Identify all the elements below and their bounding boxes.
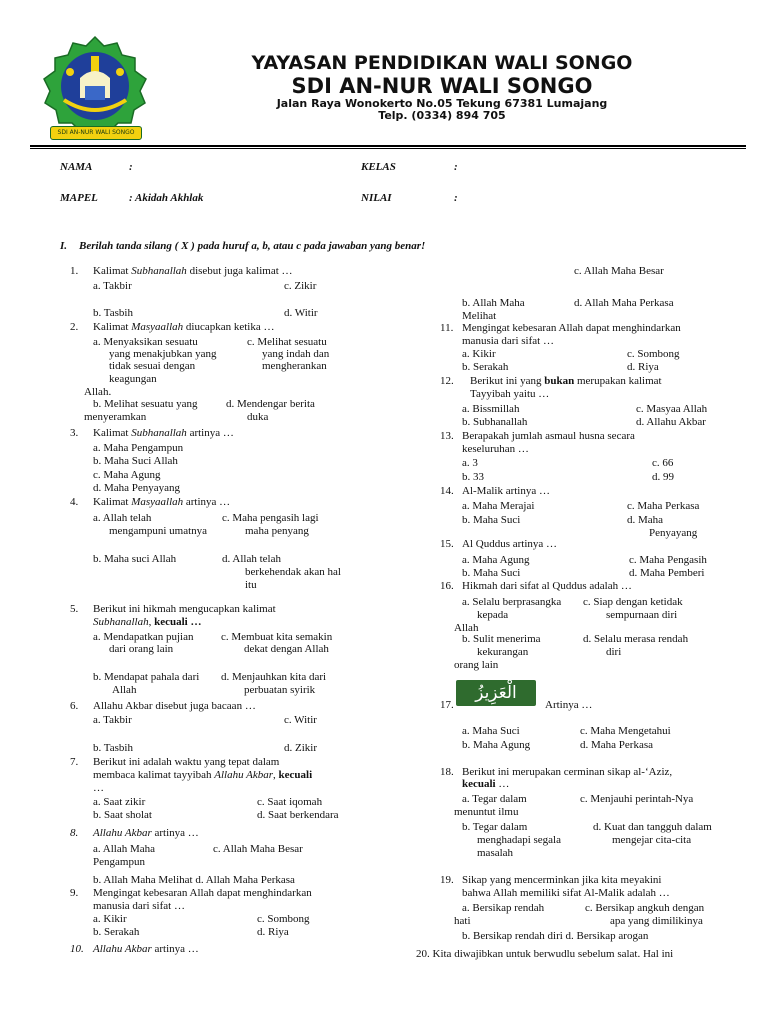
q19-option-c-line: apa yang dimilikinya (610, 915, 703, 927)
q2-option-c[interactable]: c. Melihat sesuatu (247, 336, 327, 348)
label-mapel: MAPEL (60, 192, 98, 204)
q16-number: 16. (440, 580, 454, 592)
q14-option-d-line: Penyayang (649, 527, 698, 539)
q4-option-d[interactable]: d. Allah telah (222, 553, 281, 565)
colon-kelas: : (454, 161, 458, 173)
q10-option-d[interactable]: d. Allah Maha Perkasa (574, 297, 674, 309)
q19-number: 19. (440, 874, 454, 886)
header-divider (30, 145, 746, 149)
q1-option-c[interactable]: c. Zikir (284, 280, 317, 292)
q11-text: Mengingat kebesaran Allah dapat menghindarkan (462, 322, 681, 334)
q18-text: Berikut ini merupakan cerminan sikap al-‘Aziz, (462, 766, 673, 778)
q5-number: 5. (70, 603, 79, 615)
q3-option-a[interactable]: a. Maha Pengampun (93, 442, 184, 454)
q2-option-d[interactable]: d. Mendengar berita (226, 398, 315, 410)
q2-number: 2. (70, 321, 79, 333)
q18-option-b[interactable]: b. Tegar dalam (462, 821, 528, 833)
q11-option-c[interactable]: c. Sombong (627, 348, 680, 360)
q19-option-c[interactable]: c. Bersikap angkuh dengan (585, 902, 705, 914)
label-nama: NAMA (60, 161, 93, 173)
q5-text-line2: Subhanallah, kecuali … (93, 616, 202, 628)
instruction-text: Berilah tanda silang ( X ) pada huruf a, b, atau c pada jawaban yang benar! (79, 240, 426, 252)
q19-option-a[interactable]: a. Bersikap rendah (462, 902, 545, 914)
q5-option-b[interactable]: b. Mendapat pahala dari (93, 671, 200, 683)
q19-option-b-d[interactable]: b. Bersikap rendah diri d. Bersikap arogan (462, 930, 649, 942)
q13-text-line2: keseluruhan … (462, 443, 529, 455)
q4-option-d-line: itu (245, 579, 257, 591)
q12-option-c[interactable]: c. Masyaa Allah (636, 403, 708, 415)
q6-option-d[interactable]: d. Zikir (284, 742, 317, 754)
q15-option-c[interactable]: c. Maha Pengasih (629, 554, 707, 566)
q7-text-line2: membaca kalimat tayyibah Allahu Akbar, kecuali (93, 769, 313, 781)
q3-option-b[interactable]: b. Maha Suci Allah (93, 455, 178, 467)
q2-option-c-line: yang indah dan (262, 348, 330, 360)
q9-text-line2: manusia dari sifat … (93, 900, 185, 912)
q17-option-c[interactable]: c. Maha Mengetahui (580, 725, 671, 737)
q11-number: 11. (440, 322, 454, 334)
q16-option-d[interactable]: d. Selalu merasa rendah (583, 633, 689, 645)
q5-option-b-line: Allah (112, 684, 137, 696)
q17-option-b[interactable]: b. Maha Agung (462, 739, 531, 751)
q17-arabic-image (456, 680, 536, 706)
q6-text: Allahu Akbar disebut juga bacaan … (93, 700, 256, 712)
q20-text: 20. Kita diwajibkan untuk berwudlu sebelum salat. Hal ini (416, 948, 674, 960)
q14-option-b[interactable]: b. Maha Suci (462, 514, 521, 526)
q5-option-d[interactable]: d. Menjauhkan kita dari (221, 671, 327, 683)
q2-option-c-line: mengherankan (262, 360, 327, 372)
q6-option-c[interactable]: c. Witir (284, 714, 317, 726)
q7-number: 7. (70, 756, 79, 768)
q6-number: 6. (70, 700, 79, 712)
q13-text: Berapakah jumlah asmaul husna secara (462, 430, 635, 442)
q13-option-d[interactable]: d. 99 (652, 471, 674, 483)
q8-option-a-line: Pengampun (93, 856, 145, 868)
q7-text-line3: … (93, 782, 104, 794)
q10-option-c[interactable]: c. Allah Maha Besar (574, 265, 664, 277)
colon-nilai: : (454, 192, 458, 204)
q2-option-a-line: keagungan (109, 373, 157, 385)
q3-number: 3. (70, 427, 79, 439)
q10-text: Allahu Akbar artinya … (93, 943, 199, 955)
q1-option-b[interactable]: b. Tasbih (93, 307, 133, 319)
school-phone: Telp. (0334) 894 705 (378, 109, 506, 122)
school-logo (40, 34, 150, 140)
q8-number: 8. (70, 827, 79, 839)
q16-option-c[interactable]: c. Siap dengan ketidak (583, 596, 683, 608)
q2-option-a-line: Allah. (84, 386, 112, 398)
q16-option-b-line: kekurangan (477, 646, 529, 658)
q9-text: Mengingat kebesaran Allah dapat menghindarkan (93, 887, 312, 899)
q15-option-a[interactable]: a. Maha Agung (462, 554, 530, 566)
q2-option-a-line: yang menakjubkan yang (109, 348, 217, 360)
q12-text: Berikut ini yang bukan merupakan kalimat (470, 375, 662, 387)
q4-option-c-line: maha penyang (245, 525, 309, 537)
q3-option-d[interactable]: d. Maha Penyayang (93, 482, 181, 494)
q13-option-c[interactable]: c. 66 (652, 457, 674, 469)
q17-text: Artinya … (545, 699, 593, 711)
q15-text: Al Quddus artinya … (462, 538, 558, 550)
q10-option-b[interactable]: b. Allah Maha (462, 297, 525, 309)
q17-arabic-word: الْعَزِيزُ (475, 683, 517, 703)
q14-option-a[interactable]: a. Maha Merajai (462, 500, 535, 512)
q15-option-b[interactable]: b. Maha Suci (462, 567, 521, 579)
q13-number: 13. (440, 430, 454, 442)
q18-option-b-line: menghadapi segala (477, 834, 561, 846)
q7-option-d[interactable]: d. Saat berkendara (257, 809, 339, 821)
q18-option-a[interactable]: a. Tegar dalam (462, 793, 527, 805)
label-kelas: KELAS (361, 161, 396, 173)
q19-text-line2: bahwa Allah memiliki sifat Al-Malik adalah … (462, 887, 670, 899)
q17-option-d[interactable]: d. Maha Perkasa (580, 739, 654, 751)
q18-option-d[interactable]: d. Kuat dan tangguh dalam (593, 821, 712, 833)
q14-text: Al-Malik artinya … (462, 485, 550, 497)
q5-option-c-line: dekat dengan Allah (244, 643, 329, 655)
q19-text: Sikap yang mencerminkan jika kita meyakini (462, 874, 662, 886)
q9-option-b[interactable]: b. Serakah (93, 926, 140, 938)
q6-option-a[interactable]: a. Takbir (93, 714, 132, 726)
q4-text: Kalimat Masyaallah artinya … (93, 496, 231, 508)
q13-option-b[interactable]: b. 33 (462, 471, 484, 483)
q11-option-b[interactable]: b. Serakah (462, 361, 509, 373)
q18-option-d-line: mengejar cita-cita (612, 834, 692, 846)
q2-option-a-line: tidak sesuai dengan (109, 360, 196, 372)
q5-option-c[interactable]: c. Membuat kita semakin (221, 631, 333, 643)
q14-number: 14. (440, 485, 454, 497)
q16-option-b-line: orang lain (454, 659, 499, 671)
q9-option-c[interactable]: c. Sombong (257, 913, 310, 925)
q3-text: Kalimat Subhanallah artinya … (93, 427, 234, 439)
q11-text-line2: manusia dari sifat … (462, 335, 554, 347)
q5-text: Berikut ini hikmah mengucapkan kalimat (93, 603, 276, 615)
q9-number: 9. (70, 887, 79, 899)
q16-option-d-line: diri (606, 646, 622, 658)
q7-text: Berikut ini adalah waktu yang tepat dalam (93, 756, 280, 768)
q8-text: Allahu Akbar artinya … (93, 827, 199, 839)
q12-option-d[interactable]: d. Allahu Akbar (636, 416, 706, 428)
q10-option-b-line: Melihat (462, 310, 497, 322)
q18-option-b-line: masalah (477, 847, 514, 859)
q11-option-a[interactable]: a. Kikir (462, 348, 496, 360)
q17-number: 17. (440, 699, 454, 711)
q13-option-a[interactable]: a. 3 (462, 457, 478, 469)
q1-option-a[interactable]: a. Takbir (93, 280, 132, 292)
q14-option-d[interactable]: d. Maha (627, 514, 664, 526)
q4-option-a[interactable]: a. Allah telah (93, 512, 152, 524)
q18-text-line2: kecuali … (462, 778, 510, 790)
q12-text-line2: Tayyibah yaitu … (470, 388, 550, 400)
q12-number: 12. (440, 375, 454, 387)
q18-number: 18. (440, 766, 454, 778)
q12-option-b[interactable]: b. Subhanallah (462, 416, 528, 428)
q18-option-c[interactable]: c. Menjauhi perintah-Nya (580, 793, 694, 805)
q9-option-d[interactable]: d. Riya (257, 926, 289, 938)
q2-option-b[interactable]: b. Melihat sesuatu yang (93, 398, 198, 410)
school-title: SDI AN-NUR WALI SONGO (291, 74, 593, 98)
q2-option-b-line: menyeramkan (84, 411, 147, 423)
q19-option-a-line: hati (454, 915, 471, 927)
q8-option-b-d[interactable]: b. Allah Maha Melihat d. Allah Maha Perkasa (93, 874, 295, 886)
q8-option-c[interactable]: c. Allah Maha Besar (213, 843, 303, 855)
q7-option-b[interactable]: b. Saat sholat (93, 809, 152, 821)
q18-option-a-line: menuntut ilmu (454, 806, 519, 818)
q4-option-d-line: berkehendak akan hal (245, 566, 341, 578)
q1-text: Kalimat Subhanallah disebut juga kalimat … (93, 265, 293, 277)
q16-option-a-line: Allah (454, 622, 479, 634)
q9-option-a[interactable]: a. Kikir (93, 913, 127, 925)
q2-option-d-line: duka (247, 411, 269, 423)
q1-option-d[interactable]: d. Witir (284, 307, 318, 319)
q11-option-d[interactable]: d. Riya (627, 361, 659, 373)
label-nilai: NILAI (361, 192, 392, 204)
logo-caption: SDI AN-NUR WALI SONGO (50, 126, 142, 140)
q12-option-a[interactable]: a. Bissmillah (462, 403, 520, 415)
q16-option-c-line: sempurnaan diri (606, 609, 678, 621)
q10-number: 10. (70, 943, 84, 955)
q8-option-a[interactable]: a. Allah Maha (93, 843, 156, 855)
q5-option-d-line: perbuatan syirik (244, 684, 316, 696)
q3-option-c[interactable]: c. Maha Agung (93, 469, 161, 481)
q17-option-a[interactable]: a. Maha Suci (462, 725, 520, 737)
q7-option-a[interactable]: a. Saat zikir (93, 796, 146, 808)
q2-option-a[interactable]: a. Menyaksikan sesuatu (93, 336, 198, 348)
q16-option-a[interactable]: a. Selalu berprasangka (462, 596, 562, 608)
q14-option-c[interactable]: c. Maha Perkasa (627, 500, 700, 512)
foundation-title: YAYASAN PENDIDIKAN WALI SONGO (251, 52, 633, 74)
q5-option-a[interactable]: a. Mendapatkan pujian (93, 631, 194, 643)
q4-option-a-line: mengampuni umatnya (109, 525, 208, 537)
q6-option-b[interactable]: b. Tasbih (93, 742, 133, 754)
q1-number: 1. (70, 265, 79, 277)
q7-option-c[interactable]: c. Saat iqomah (257, 796, 323, 808)
colon-nama: : (129, 161, 133, 173)
q15-option-d[interactable]: d. Maha Pemberi (629, 567, 705, 579)
instruction-number: I. (60, 240, 68, 252)
q4-option-b[interactable]: b. Maha suci Allah (93, 553, 177, 565)
q16-text: Hikmah dari sifat al Quddus adalah … (462, 580, 632, 592)
q4-number: 4. (70, 496, 79, 508)
mapel-value: : Akidah Akhlak (129, 192, 204, 204)
q5-option-a-line: dari orang lain (109, 643, 174, 655)
q16-option-a-line: kepada (477, 609, 509, 621)
q16-option-b[interactable]: b. Sulit menerima (462, 633, 541, 645)
q2-text: Kalimat Masyaallah diucapkan ketika … (93, 321, 275, 333)
school-address: Jalan Raya Wonokerto No.05 Tekung 67381 Lumajang (276, 97, 608, 110)
q15-number: 15. (440, 538, 454, 550)
q4-option-c[interactable]: c. Maha pengasih lagi (222, 512, 319, 524)
